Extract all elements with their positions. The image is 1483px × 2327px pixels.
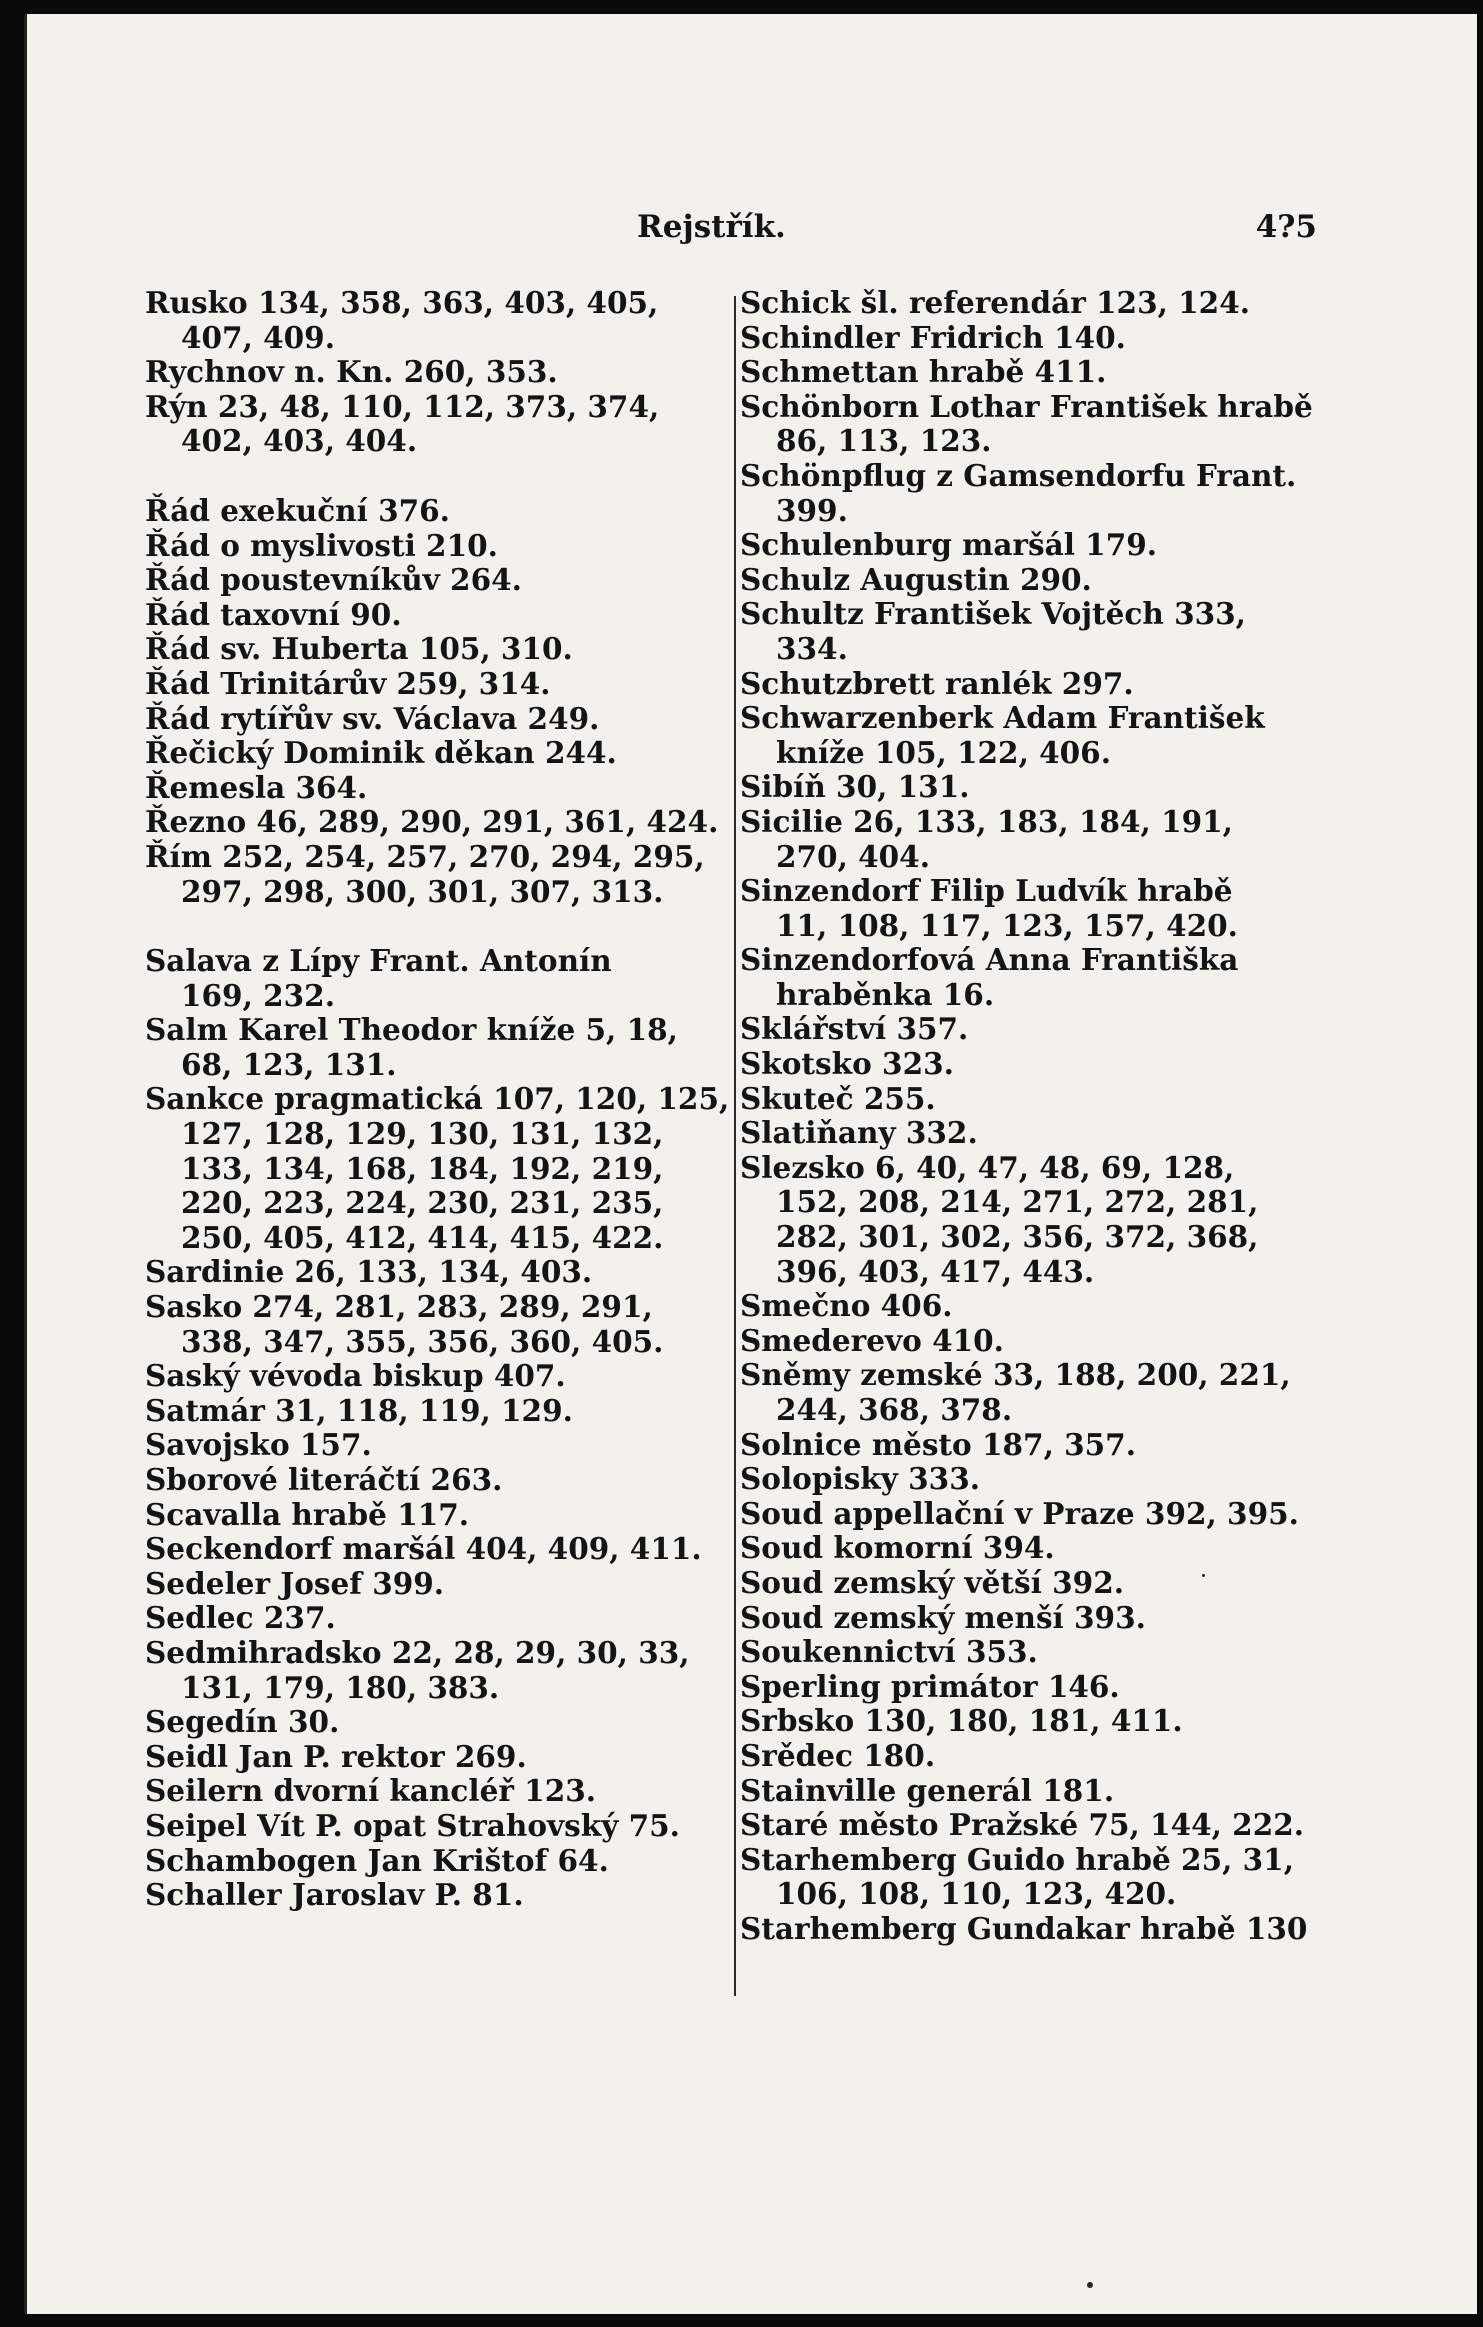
index-entry-line: Starhemberg Gundakar hrabě 130: [740, 1910, 1308, 1946]
column-divider: [734, 296, 736, 1996]
ink-speck: [1202, 1574, 1205, 1577]
index-entry: [740, 1462, 1360, 1497]
page-number: 4?5: [1255, 209, 1317, 245]
index-entry-line: Salava z Lípy Frant. Antonín: [145, 943, 612, 979]
index-entry-line: Řád exekuční 376.: [145, 492, 450, 528]
index-entry: [740, 459, 1360, 528]
index-entry-line: Schindler Fridrich 140.: [740, 319, 1126, 355]
index-entry-line: Rychnov n. Kn. 260, 353.: [145, 354, 558, 390]
index-entry: [740, 1670, 1360, 1705]
index-entry-line: Sedmihradsko 22, 28, 29, 30, 33,: [145, 1634, 690, 1670]
index-entry: [145, 1774, 735, 1809]
index-entry: [740, 390, 1360, 459]
index-entry-line: Sedlec 237.: [145, 1600, 336, 1636]
index-entry-line: Sankce pragmatická 107, 120, 125,: [145, 1081, 730, 1117]
index-entry-line: Řád o myslivosti 210.: [145, 527, 498, 563]
index-entry-line: Schulenburg maršál 179.: [740, 527, 1158, 563]
index-entry-line: Řád taxovní 90.: [145, 596, 402, 632]
index-entry-line: Řím 252, 254, 257, 270, 294, 295,: [145, 838, 705, 874]
index-entry: [145, 944, 735, 1013]
index-entry-line: Satmár 31, 118, 119, 129.: [145, 1392, 573, 1428]
index-entry: [145, 1013, 735, 1082]
index-entry: [740, 1082, 1360, 1117]
index-entry: [740, 1566, 1360, 1601]
index-entry: [145, 286, 735, 355]
index-entry: [145, 632, 735, 667]
index-entry: [740, 1635, 1360, 1670]
index-entry: [740, 1151, 1360, 1289]
index-entry-continuation: 270, 404.: [776, 838, 930, 874]
section-gap: [145, 459, 735, 494]
index-entry-line: Řád Trinitárův 259, 314.: [145, 665, 551, 701]
index-entry-continuation: 106, 108, 110, 123, 420.: [776, 1876, 1177, 1912]
index-entry-continuation: hraběnka 16.: [776, 976, 995, 1012]
index-entry-line: Schmettan hrabě 411.: [740, 354, 1107, 390]
index-entry-continuation: 297, 298, 300, 301, 307, 313.: [181, 873, 664, 909]
index-entry-line: Schulz Augustin 290.: [740, 561, 1092, 597]
book-page: [24, 14, 1477, 2314]
index-entry-continuation: kníže 105, 122, 406.: [776, 734, 1111, 770]
index-entry-line: Smederevo 410.: [740, 1322, 1004, 1358]
index-entry-line: Rusko 134, 358, 363, 403, 405,: [145, 285, 659, 320]
index-entry: [145, 529, 735, 564]
index-entry-line: Řemesla 364.: [145, 769, 368, 805]
index-entry-continuation: 396, 403, 417, 443.: [776, 1253, 1095, 1289]
index-entry-line: Seidl Jan P. rektor 269.: [145, 1738, 527, 1774]
index-entry-line: Sněmy zemské 33, 188, 200, 221,: [740, 1357, 1291, 1393]
index-entry: [145, 1255, 735, 1290]
index-entry-line: Stainville generál 181.: [740, 1772, 1115, 1808]
index-entry-line: Schaller Jaroslav P. 81.: [145, 1877, 524, 1913]
index-entry: [740, 1116, 1360, 1151]
index-entry: [145, 1290, 735, 1359]
index-entry: [145, 1359, 735, 1394]
index-entry: [145, 1428, 735, 1463]
index-entry-line: Sborové literáčtí 263.: [145, 1462, 503, 1497]
index-entry: [145, 390, 735, 459]
index-entry: [145, 1636, 735, 1705]
index-entry-line: Soud zemský větší 392.: [740, 1564, 1124, 1600]
ink-speck: [1087, 2282, 1093, 2288]
index-entry: [740, 321, 1360, 356]
index-entry: [145, 805, 735, 840]
index-entry-line: Slatiňany 332.: [740, 1115, 978, 1151]
index-entry-line: Sklářství 357.: [740, 1011, 969, 1047]
index-column-right: [740, 286, 1360, 1947]
index-entry-line: Schultz František Vojtěch 333,: [740, 596, 1246, 632]
index-entry-line: Soukennictví 353.: [740, 1634, 1038, 1670]
index-entry-line: Solopisky 333.: [740, 1461, 981, 1497]
index-entry-line: Segedín 30.: [145, 1704, 340, 1740]
index-entry: [145, 1878, 735, 1913]
index-entry-line: Sedeler Josef 399.: [145, 1565, 445, 1601]
index-entry: [145, 667, 735, 702]
index-entry-continuation: 402, 403, 404.: [181, 423, 418, 459]
index-entry-line: Scavalla hrabě 117.: [145, 1496, 470, 1532]
index-entry-continuation: 131, 179, 180, 383.: [181, 1669, 500, 1705]
index-entry: [740, 1912, 1360, 1947]
index-entry-line: Řád poustevníkův 264.: [145, 562, 522, 598]
index-entry-continuation: 250, 405, 412, 414, 415, 422.: [181, 1219, 664, 1255]
index-entry-continuation: 133, 134, 168, 184, 192, 219,: [181, 1150, 664, 1186]
index-entry: [145, 736, 735, 771]
index-entry-continuation: 169, 232.: [181, 977, 335, 1013]
index-entry: [145, 702, 735, 737]
index-entry: [145, 1498, 735, 1533]
index-entry-line: Starhemberg Guido hrabě 25, 31,: [740, 1841, 1294, 1877]
index-entry: [145, 1394, 735, 1429]
index-entry: [145, 1567, 735, 1602]
index-entry-continuation: 68, 123, 131.: [181, 1046, 397, 1082]
index-entry-line: Solnice město 187, 357.: [740, 1426, 1136, 1462]
index-entry-line: Sinzendorfová Anna Františka: [740, 942, 1239, 978]
index-entry-line: Řád rytířův sv. Václava 249.: [145, 700, 600, 736]
index-entry-line: Srbsko 130, 180, 181, 411.: [740, 1703, 1183, 1739]
index-entry: [145, 1082, 735, 1255]
index-entry-line: Sicilie 26, 133, 183, 184, 191,: [740, 803, 1233, 839]
index-entry-line: Sardinie 26, 133, 134, 403.: [145, 1254, 593, 1290]
index-entry-line: Schönpflug z Gamsendorfu Frant.: [740, 457, 1297, 493]
index-entry-continuation: 127, 128, 129, 130, 131, 132,: [181, 1116, 664, 1152]
index-entry-line: Řezno 46, 289, 290, 291, 361, 424.: [145, 804, 719, 840]
index-entry-continuation: 152, 208, 214, 271, 272, 281,: [776, 1184, 1259, 1220]
index-entry: [145, 1463, 735, 1498]
index-entry: [145, 494, 735, 529]
index-entry-continuation: 11, 108, 117, 123, 157, 420.: [776, 907, 1238, 943]
page-title: Rejstřík.: [637, 209, 786, 245]
index-entry-line: Sinzendorf Filip Ludvík hrabě: [740, 873, 1233, 909]
index-entry: [740, 770, 1360, 805]
index-entry-line: Srědec 180.: [740, 1737, 936, 1773]
index-entry: [740, 286, 1360, 321]
index-entry-line: Salm Karel Theodor kníže 5, 18,: [145, 1012, 678, 1048]
index-entry: [740, 1601, 1360, 1636]
index-entry-continuation: 86, 113, 123.: [776, 423, 992, 459]
section-gap: [145, 909, 735, 944]
index-entry: [740, 874, 1360, 943]
index-entry-line: Řád sv. Huberta 105, 310.: [145, 631, 573, 667]
index-entry-line: Seckendorf maršál 404, 409, 411.: [145, 1531, 702, 1567]
index-entry-continuation: 334.: [776, 630, 848, 666]
index-entry-line: Schönborn Lothar František hrabě: [740, 388, 1313, 424]
index-entry: [740, 1531, 1360, 1566]
index-entry: [145, 771, 735, 806]
index-entry-line: Slezsko 6, 40, 47, 48, 69, 128,: [740, 1149, 1235, 1185]
index-entry: [740, 1497, 1360, 1532]
index-entry: [740, 1739, 1360, 1774]
index-entry: [740, 1774, 1360, 1809]
index-entry-line: Seipel Vít P. opat Strahovský 75.: [145, 1807, 680, 1843]
index-entry: [740, 355, 1360, 390]
index-entry: [145, 1844, 735, 1879]
index-entry: [145, 355, 735, 390]
page-header: [27, 209, 1477, 249]
index-entry-line: Smečno 406.: [740, 1288, 953, 1324]
index-entry-line: Schick šl. referendár 123, 124.: [740, 285, 1250, 320]
index-entry-line: Skotsko 323.: [740, 1046, 954, 1082]
index-entry-line: Soud appellační v Praze 392, 395.: [740, 1495, 1299, 1531]
index-entry-line: Saský vévoda biskup 407.: [145, 1358, 566, 1394]
index-entry-continuation: 399.: [776, 492, 848, 528]
index-column-left: [145, 286, 735, 1913]
index-entry: [740, 1808, 1360, 1843]
index-entry: [740, 597, 1360, 666]
index-entry-line: Schutzbrett ranlék 297.: [740, 665, 1134, 701]
index-entry: [740, 701, 1360, 770]
index-entry: [740, 667, 1360, 702]
index-entry: [740, 528, 1360, 563]
index-entry: [740, 1047, 1360, 1082]
index-entry-continuation: 338, 347, 355, 356, 360, 405.: [181, 1323, 664, 1359]
index-entry-line: Sperling primátor 146.: [740, 1668, 1120, 1704]
index-entry: [740, 1358, 1360, 1427]
index-entry: [145, 598, 735, 633]
index-entry-line: Sasko 274, 281, 283, 289, 291,: [145, 1289, 653, 1325]
index-entry-line: Schambogen Jan Krištof 64.: [145, 1842, 609, 1878]
index-entry: [740, 943, 1360, 1012]
index-entry-line: Rýn 23, 48, 110, 112, 373, 374,: [145, 388, 660, 424]
index-entry-line: Schwarzenberk Adam František: [740, 700, 1265, 736]
index-entry-continuation: 220, 223, 224, 230, 231, 235,: [181, 1185, 664, 1221]
index-entry: [740, 563, 1360, 598]
index-entry-line: Skuteč 255.: [740, 1080, 936, 1116]
index-entry-line: Seilern dvorní kancléř 123.: [145, 1773, 597, 1809]
index-entry: [145, 1601, 735, 1636]
index-entry: [740, 1428, 1360, 1463]
index-entry: [740, 1843, 1360, 1912]
index-entry: [740, 1012, 1360, 1047]
index-entry: [145, 563, 735, 598]
index-entry-line: Řečický Dominik děkan 244.: [145, 735, 617, 771]
index-entry: [145, 1740, 735, 1775]
index-entry-line: Soud komorní 394.: [740, 1530, 1055, 1566]
index-entry: [145, 1705, 735, 1740]
index-entry-line: Soud zemský menší 393.: [740, 1599, 1146, 1635]
index-entry-line: Staré město Pražské 75, 144, 222.: [740, 1807, 1305, 1843]
index-entry: [145, 1809, 735, 1844]
index-entry-continuation: 407, 409.: [181, 319, 335, 355]
index-entry-continuation: 244, 368, 378.: [776, 1392, 1013, 1427]
index-entry: [740, 805, 1360, 874]
index-entry: [740, 1324, 1360, 1359]
index-entry: [145, 840, 735, 909]
index-entry: [740, 1704, 1360, 1739]
index-entry: [740, 1289, 1360, 1324]
index-entry: [145, 1532, 735, 1567]
index-entry-line: Savojsko 157.: [145, 1427, 372, 1463]
index-entry-continuation: 282, 301, 302, 356, 372, 368,: [776, 1219, 1259, 1255]
index-entry-line: Sibíň 30, 131.: [740, 769, 970, 805]
